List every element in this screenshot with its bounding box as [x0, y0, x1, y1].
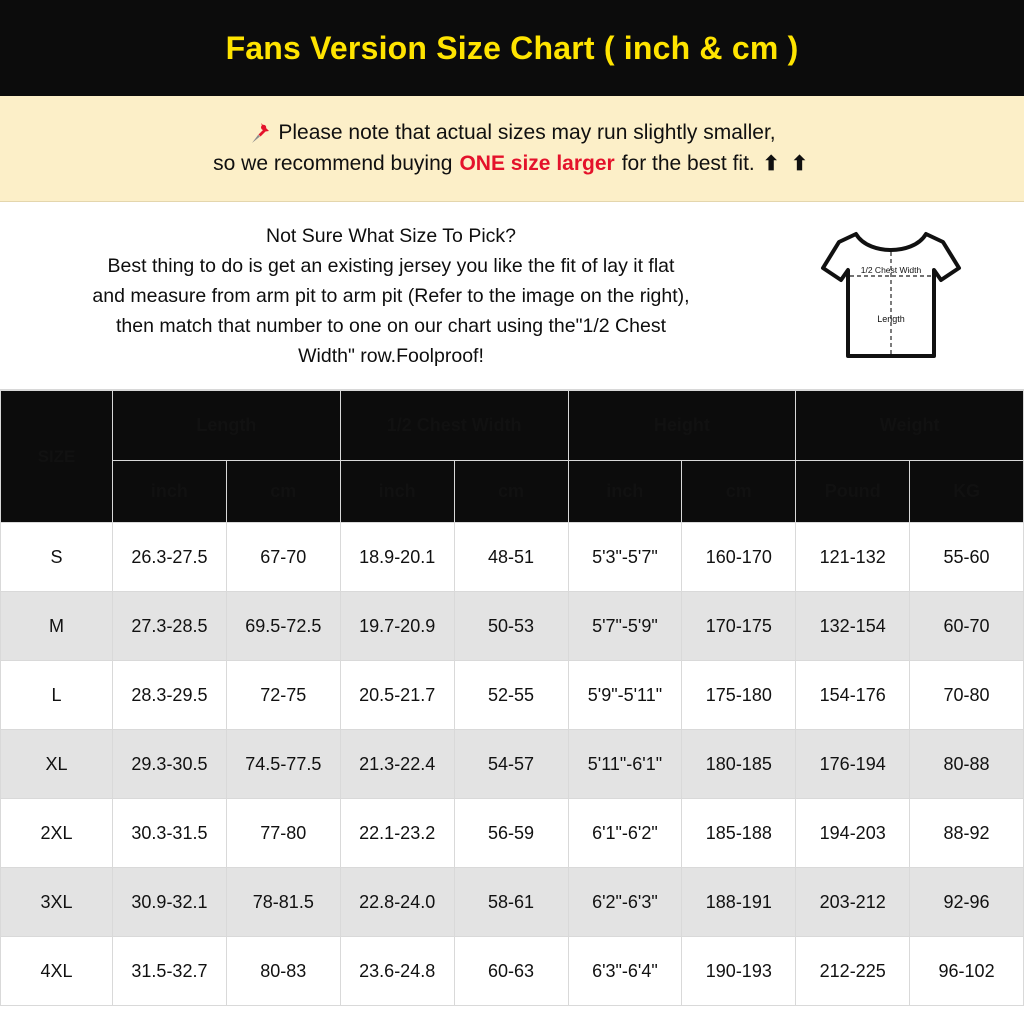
- cell-size: 3XL: [1, 868, 113, 937]
- cell-weight-pound: 194-203: [796, 799, 910, 868]
- size-chart-table: [0, 390, 1024, 1006]
- table-row: [1, 523, 1024, 592]
- cell-length-cm: 74.5-77.5: [226, 730, 340, 799]
- cell-length-cm: 67-70: [226, 523, 340, 592]
- cell-chest-cm: 58-61: [454, 868, 568, 937]
- cell-weight-kg: 96-102: [910, 937, 1024, 1006]
- cell-length-inch: 29.3-30.5: [113, 730, 227, 799]
- cell-weight-kg: 55-60: [910, 523, 1024, 592]
- cell-height-cm: 185-188: [682, 799, 796, 868]
- notice-text-1: Please note that actual sizes may run slightly smaller,: [278, 121, 776, 144]
- notice-banner: [0, 96, 1024, 202]
- tshirt-diagram-wrap: [766, 216, 1016, 376]
- help-line-5: Width" row.Foolproof!: [298, 344, 484, 367]
- cell-length-inch: 26.3-27.5: [113, 523, 227, 592]
- cell-size: 4XL: [1, 937, 113, 1006]
- cell-height-inch: 6'2"-6'3": [568, 868, 682, 937]
- cell-length-cm: 77-80: [226, 799, 340, 868]
- table-row: [1, 661, 1024, 730]
- notice-text-2-pre: so we recommend buying: [213, 151, 453, 175]
- cell-length-inch: 30.3-31.5: [113, 799, 227, 868]
- tshirt-diagram-icon: [801, 216, 981, 376]
- cell-height-cm: 175-180: [682, 661, 796, 730]
- cell-weight-kg: 60-70: [910, 592, 1024, 661]
- table-row: [1, 592, 1024, 661]
- cell-length-inch: 27.3-28.5: [113, 592, 227, 661]
- help-line-3: and measure from arm pit to arm pit (Refer to the image on the right),: [92, 284, 690, 307]
- cell-length-cm: 80-83: [226, 937, 340, 1006]
- table-body: [1, 523, 1024, 1006]
- title-banner: [0, 0, 1024, 96]
- notice-text-2-post: for the best fit.: [621, 151, 755, 175]
- col-unit-weight-kg: KG: [910, 461, 1024, 523]
- cell-height-cm: 190-193: [682, 937, 796, 1006]
- cell-weight-pound: 154-176: [796, 661, 910, 730]
- cell-chest-inch: 22.8-24.0: [340, 868, 454, 937]
- cell-weight-pound: 176-194: [796, 730, 910, 799]
- col-unit-chest-inch: inch: [340, 461, 454, 523]
- cell-chest-inch: 20.5-21.7: [340, 661, 454, 730]
- col-unit-length-cm: cm: [226, 461, 340, 523]
- cell-chest-cm: 56-59: [454, 799, 568, 868]
- col-unit-chest-cm: cm: [454, 461, 568, 523]
- col-unit-height-cm: cm: [682, 461, 796, 523]
- cell-chest-inch: 18.9-20.1: [340, 523, 454, 592]
- table-head-row-groups: [1, 391, 1024, 461]
- svg-text:Length: Length: [877, 313, 905, 324]
- cell-height-cm: 170-175: [682, 592, 796, 661]
- cell-height-inch: 6'1"-6'2": [568, 799, 682, 868]
- notice-line-1: [248, 121, 775, 145]
- cell-weight-kg: 70-80: [910, 661, 1024, 730]
- table-head: [1, 391, 1024, 523]
- page-title: Fans Version Size Chart ( inch & cm ): [225, 29, 799, 66]
- col-group-weight: Weight: [796, 391, 1024, 461]
- up-arrows-icon: ⬆ ⬆: [762, 153, 811, 175]
- cell-chest-cm: 50-53: [454, 592, 568, 661]
- cell-weight-kg: 80-88: [910, 730, 1024, 799]
- cell-weight-kg: 92-96: [910, 868, 1024, 937]
- cell-size: L: [1, 661, 113, 730]
- cell-chest-inch: 23.6-24.8: [340, 937, 454, 1006]
- svg-text:1/2 Chest Width: 1/2 Chest Width: [860, 264, 922, 275]
- cell-length-inch: 30.9-32.1: [113, 868, 227, 937]
- cell-chest-cm: 60-63: [454, 937, 568, 1006]
- help-text: [8, 221, 766, 371]
- cell-chest-cm: 48-51: [454, 523, 568, 592]
- table-row: [1, 799, 1024, 868]
- help-section: [0, 202, 1024, 390]
- cell-height-inch: 5'3"-5'7": [568, 523, 682, 592]
- table-row: [1, 868, 1024, 937]
- notice-emphasis: ONE size larger: [459, 151, 615, 175]
- cell-weight-pound: 121-132: [796, 523, 910, 592]
- col-unit-height-inch: inch: [568, 461, 682, 523]
- cell-size: S: [1, 523, 113, 592]
- col-group-length: Length: [113, 391, 341, 461]
- cell-height-inch: 5'11"-6'1": [568, 730, 682, 799]
- table-head-row-units: [1, 461, 1024, 523]
- col-unit-length-inch: inch: [113, 461, 227, 523]
- col-header-size: SIZE: [1, 391, 113, 523]
- cell-length-cm: 69.5-72.5: [226, 592, 340, 661]
- cell-height-cm: 180-185: [682, 730, 796, 799]
- help-line-2: Best thing to do is get an existing jersey you like the fit of lay it flat: [107, 254, 675, 277]
- cell-length-cm: 72-75: [226, 661, 340, 730]
- col-group-height: Height: [568, 391, 796, 461]
- table-row: [1, 730, 1024, 799]
- cell-chest-inch: 19.7-20.9: [340, 592, 454, 661]
- cell-height-cm: 188-191: [682, 868, 796, 937]
- cell-height-cm: 160-170: [682, 523, 796, 592]
- notice-line-2: [213, 151, 811, 176]
- cell-weight-kg: 88-92: [910, 799, 1024, 868]
- cell-length-inch: 28.3-29.5: [113, 661, 227, 730]
- cell-weight-pound: 203-212: [796, 868, 910, 937]
- cell-height-inch: 5'9"-5'11": [568, 661, 682, 730]
- cell-height-inch: 6'3"-6'4": [568, 937, 682, 1006]
- cell-height-inch: 5'7"-5'9": [568, 592, 682, 661]
- pushpin-icon: [248, 121, 272, 145]
- cell-weight-pound: 212-225: [796, 937, 910, 1006]
- cell-length-inch: 31.5-32.7: [113, 937, 227, 1006]
- table-row: [1, 937, 1024, 1006]
- help-line-4: then match that number to one on our chart using the"1/2 Chest: [115, 314, 666, 337]
- col-unit-weight-pound: Pound: [796, 461, 910, 523]
- cell-size: XL: [1, 730, 113, 799]
- col-group-chest: 1/2 Chest Width: [340, 391, 568, 461]
- cell-chest-inch: 21.3-22.4: [340, 730, 454, 799]
- cell-weight-pound: 132-154: [796, 592, 910, 661]
- cell-chest-inch: 22.1-23.2: [340, 799, 454, 868]
- cell-chest-cm: 52-55: [454, 661, 568, 730]
- cell-size: 2XL: [1, 799, 113, 868]
- cell-size: M: [1, 592, 113, 661]
- cell-chest-cm: 54-57: [454, 730, 568, 799]
- cell-length-cm: 78-81.5: [226, 868, 340, 937]
- help-line-1: Not Sure What Size To Pick?: [266, 224, 516, 247]
